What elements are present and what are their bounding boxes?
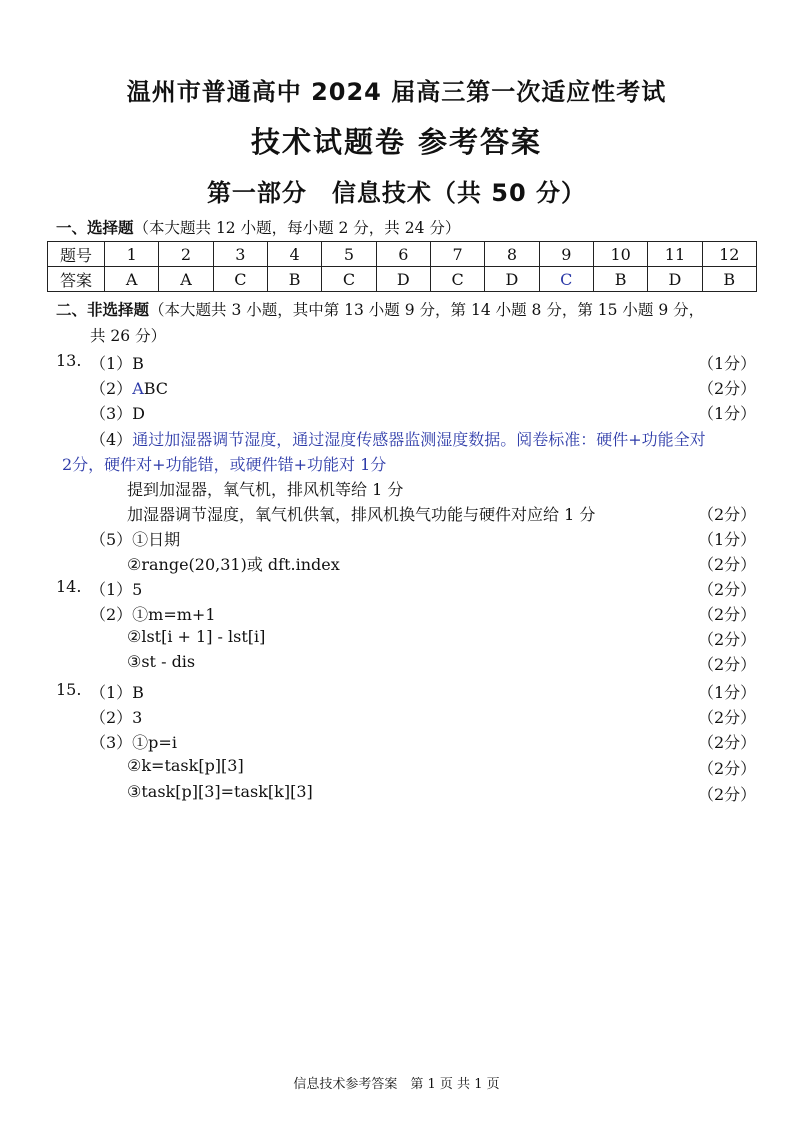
q13-part2	[90, 376, 168, 399]
q13-part5b: ②range(20,31)或 dft.index	[127, 555, 340, 574]
q14-part1: （1）5	[90, 580, 143, 599]
q-number: 6	[376, 242, 430, 267]
q13-part2-rest: BC	[143, 379, 169, 398]
q13-part4-prefix: （4）	[90, 430, 133, 449]
q-number: 1	[105, 242, 159, 267]
answer-cell: C	[213, 267, 267, 292]
paper-title: 技术试题卷 参考答案	[250, 125, 543, 159]
q14-score2b: （2分）	[698, 630, 757, 649]
row-label-number: 题号	[48, 242, 105, 267]
answer-cell: B	[702, 267, 756, 292]
row-label-answer: 答案	[48, 267, 105, 292]
page-footer: 信息技术参考答案 第 1 页 共 1 页	[293, 1077, 500, 1092]
q13-part4-line4: 加湿器调节湿度，氧气机供氧，排风机换气功能与硬件对应给 1 分	[127, 505, 596, 524]
q13-part4-line1: 通过加湿器调节湿度，通过湿度传感器监测湿度数据。阅卷标准：硬件+功能全对	[132, 430, 706, 449]
q-number: 10	[593, 242, 647, 267]
exam-title: 温州市普通高中 2024 届高三第一次适应性考试	[126, 78, 667, 106]
q-number: 7	[430, 242, 484, 267]
answer-cell: D	[648, 267, 702, 292]
q14-number: 14.	[56, 577, 82, 596]
q14-part2a: （2）①m=m+1	[90, 605, 216, 624]
answer-cell: A	[105, 267, 159, 292]
number-row	[48, 242, 757, 267]
part-title: 第一部分 信息技术（共 50 分）	[206, 179, 587, 207]
q13-score3: （1分）	[698, 404, 757, 423]
q15-score3c: （2分）	[698, 785, 757, 804]
section1-heading	[56, 216, 460, 238]
q-number: 11	[648, 242, 702, 267]
q15-number: 15.	[56, 680, 82, 699]
q13-score4: （2分）	[698, 505, 757, 524]
q14-part2b: ②lst[i + 1] - lst[i]	[127, 627, 266, 646]
answer-cell: A	[159, 267, 213, 292]
q14-score1: （2分）	[698, 580, 757, 599]
answer-cell: C	[322, 267, 376, 292]
q-number: 2	[159, 242, 213, 267]
q13-part4-line3: 提到加湿器，氧气机，排风机等给 1 分	[127, 480, 404, 499]
q13-part1: （1）B	[90, 354, 144, 373]
answer-cell: C	[430, 267, 484, 292]
answer-table	[47, 241, 757, 292]
q13-score5a: （1分）	[698, 530, 757, 549]
q14-part2c: ③st - dis	[127, 652, 196, 671]
q13-score5b: （2分）	[698, 555, 757, 574]
answer-row	[48, 267, 757, 292]
q15-part3b: ②k=task[p][3]	[127, 756, 244, 775]
answer-cell: D	[485, 267, 539, 292]
q15-score1: （1分）	[698, 683, 757, 702]
section2-note-cont: 共 26 分）	[90, 327, 167, 345]
section1-title: 一、选择题	[56, 219, 134, 237]
q14-score2a: （2分）	[698, 605, 757, 624]
q-number: 8	[485, 242, 539, 267]
answer-cell: D	[376, 267, 430, 292]
q13-part4	[90, 427, 706, 450]
q15-score3a: （2分）	[698, 733, 757, 752]
q13-part4-line2: 2分，硬件对+功能错，或硬件错+功能对 1分	[62, 455, 387, 474]
q-number: 3	[213, 242, 267, 267]
section2-heading	[56, 298, 704, 320]
section1-note: （本大题共 12 小题，每小题 2 分，共 24 分）	[133, 219, 461, 237]
answer-cell: B	[267, 267, 321, 292]
q-number: 4	[267, 242, 321, 267]
q13-number: 13.	[56, 351, 82, 370]
q-number: 5	[322, 242, 376, 267]
q15-part3a: （3）①p=i	[90, 733, 177, 752]
q15-score2: （2分）	[698, 708, 757, 727]
q15-part2: （2）3	[90, 708, 143, 727]
answer-cell: B	[593, 267, 647, 292]
q15-part1: （1）B	[90, 683, 144, 702]
q13-part3: （3）D	[90, 404, 146, 423]
q13-part5a: （5）①日期	[90, 530, 181, 549]
q14-score2c: （2分）	[698, 655, 757, 674]
q15-score3b: （2分）	[698, 759, 757, 778]
q-number: 12	[702, 242, 756, 267]
section2-note: （本大题共 3 小题，其中第 13 小题 9 分，第 14 小题 8 分，第 15 小题 9 分，	[149, 301, 705, 319]
q15-part3c: ③task[p][3]=task[k][3]	[127, 782, 313, 801]
q13-part2-blue: A	[132, 379, 144, 398]
section2-title: 二、非选择题	[56, 301, 150, 319]
q-number: 9	[539, 242, 593, 267]
q13-part2-prefix: （2）	[90, 379, 133, 398]
answer-cell: C	[539, 267, 593, 292]
q13-score1: （1分）	[698, 354, 757, 373]
q13-score2: （2分）	[698, 379, 757, 398]
